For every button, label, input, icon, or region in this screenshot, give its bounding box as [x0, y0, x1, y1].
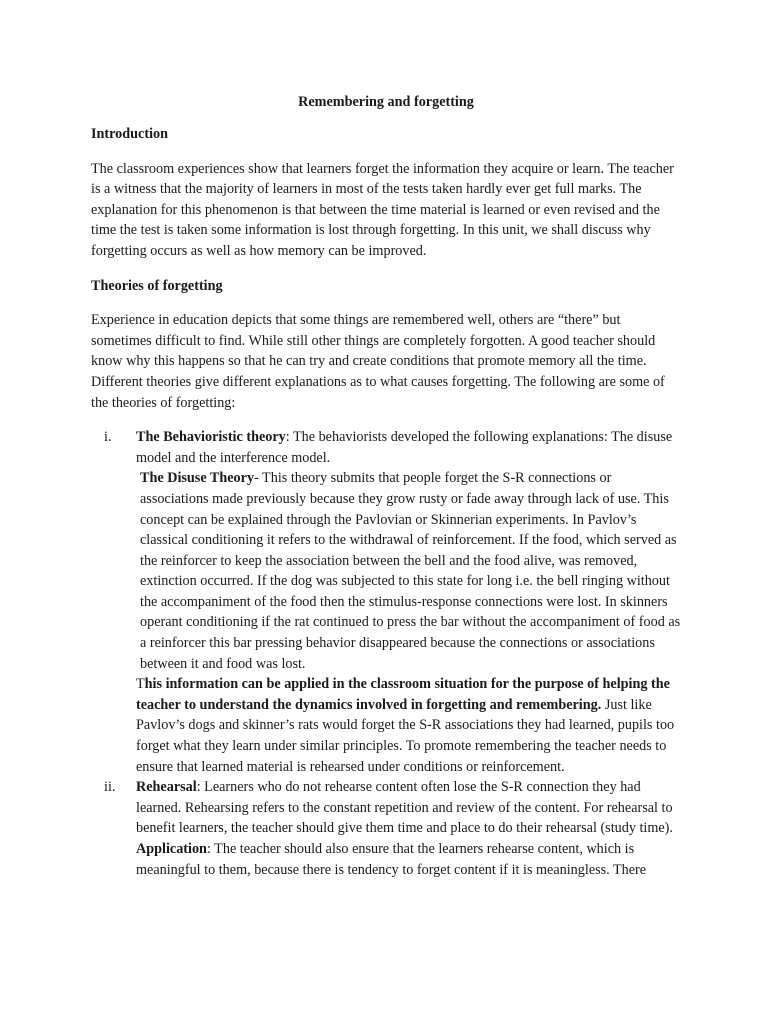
disuse-theory-term: The Disuse Theory: [140, 470, 255, 487]
disuse-theory-text: - This theory submits that people forget the S-R connections or associations made previously because they grow rusty or fade away through lack of use. This concept can be explained through the Pavlovian or Skinnerian experiments. In Pavlov’s classical conditioning it refers to the withdrawal of reinforcement. If the food, which served as the reinforcer to keep the association between the bell and the food alive, was removed, extinction occurred. If the dog was subjected to this state for long i.e. the bell ringing without the accompaniment of the food then the stimulus-response connections were lost. In skinners operant conditioning if the rat continued to press the bar without the accompaniment of food as a reinforcer this bar pressing behavior disappeared because the connections or associations between it and food was lost.: [140, 470, 681, 672]
rehearsal-term: Rehearsal: [136, 779, 197, 796]
theories-paragraph: Experience in education depicts that some things are remembered well, others are “there” but sometimes difficult to find. While still other things are completely forgotten. A good teacher should know why this happens so that he can try and create conditions that promote memory all the time. Different theories give different explanations as to what causes forgetting. The following are some of the theories of forgetting:: [91, 312, 665, 411]
application-block-1: [136, 674, 681, 777]
application-block-2: [136, 839, 681, 880]
behavioristic-theory-term: The Behavioristic theory: [136, 429, 286, 446]
document-page: [91, 92, 681, 880]
application-text: Just like Pavlov’s dogs and skinner’s rats would forget the S-R associations they had learned, pupils too forget what they learn under similar principles. To promote remembering the teacher needs to ensure that learned material is rehearsed under conditions or reinforcement.: [136, 696, 675, 775]
introduction-heading: Introduction: [91, 126, 168, 142]
disuse-theory-block: [136, 468, 681, 674]
application-bold-text: his information can be applied in the classroom situation for the purpose of helping the teacher to understand the dynamics involved in forgetting and remembering.: [136, 676, 670, 713]
rehearsal-lead: [136, 777, 681, 839]
list-item-rehearsal: [91, 777, 681, 880]
rehearsal-text: : Learners who do not rehearse content often lose the S-R connection they had learned. Rehearsing refers to the constant repetition and review of the content. For rehearsal to benefit learners, the teacher should give them time and place to do their rehearsal (study time).: [136, 779, 673, 837]
list-marker: i.: [104, 429, 112, 446]
application-lead-letter: T: [136, 676, 145, 693]
theories-heading: Theories of forgetting: [91, 277, 223, 294]
behavioristic-theory-text: : The behaviorists developed the following explanations: The disuse model and the interference model.: [136, 429, 673, 466]
introduction-paragraph: The classroom experiences show that learners forget the information they acquire or learn. The teacher is a witness that the majority of learners in most of the tests taken hardly ever get full marks. The explanation for this phenomenon is that between the time material is learned or even revised and the time the test is taken some information is lost through forgetting. In this unit, we shall discuss why forgetting occurs as well as how memory can be improved.: [91, 160, 674, 259]
list-marker: ii.: [104, 779, 116, 796]
list-item-behavioristic: [91, 427, 681, 777]
application-text-2: : The teacher should also ensure that the learners rehearse content, which is meaningful to them, because there is tendency to forget content if it is meaningless. There: [136, 841, 647, 878]
theories-list: [91, 427, 681, 880]
document-title: Remembering and forgetting: [298, 94, 474, 110]
behavioristic-lead: [136, 427, 681, 468]
application-term: Application: [136, 841, 207, 857]
